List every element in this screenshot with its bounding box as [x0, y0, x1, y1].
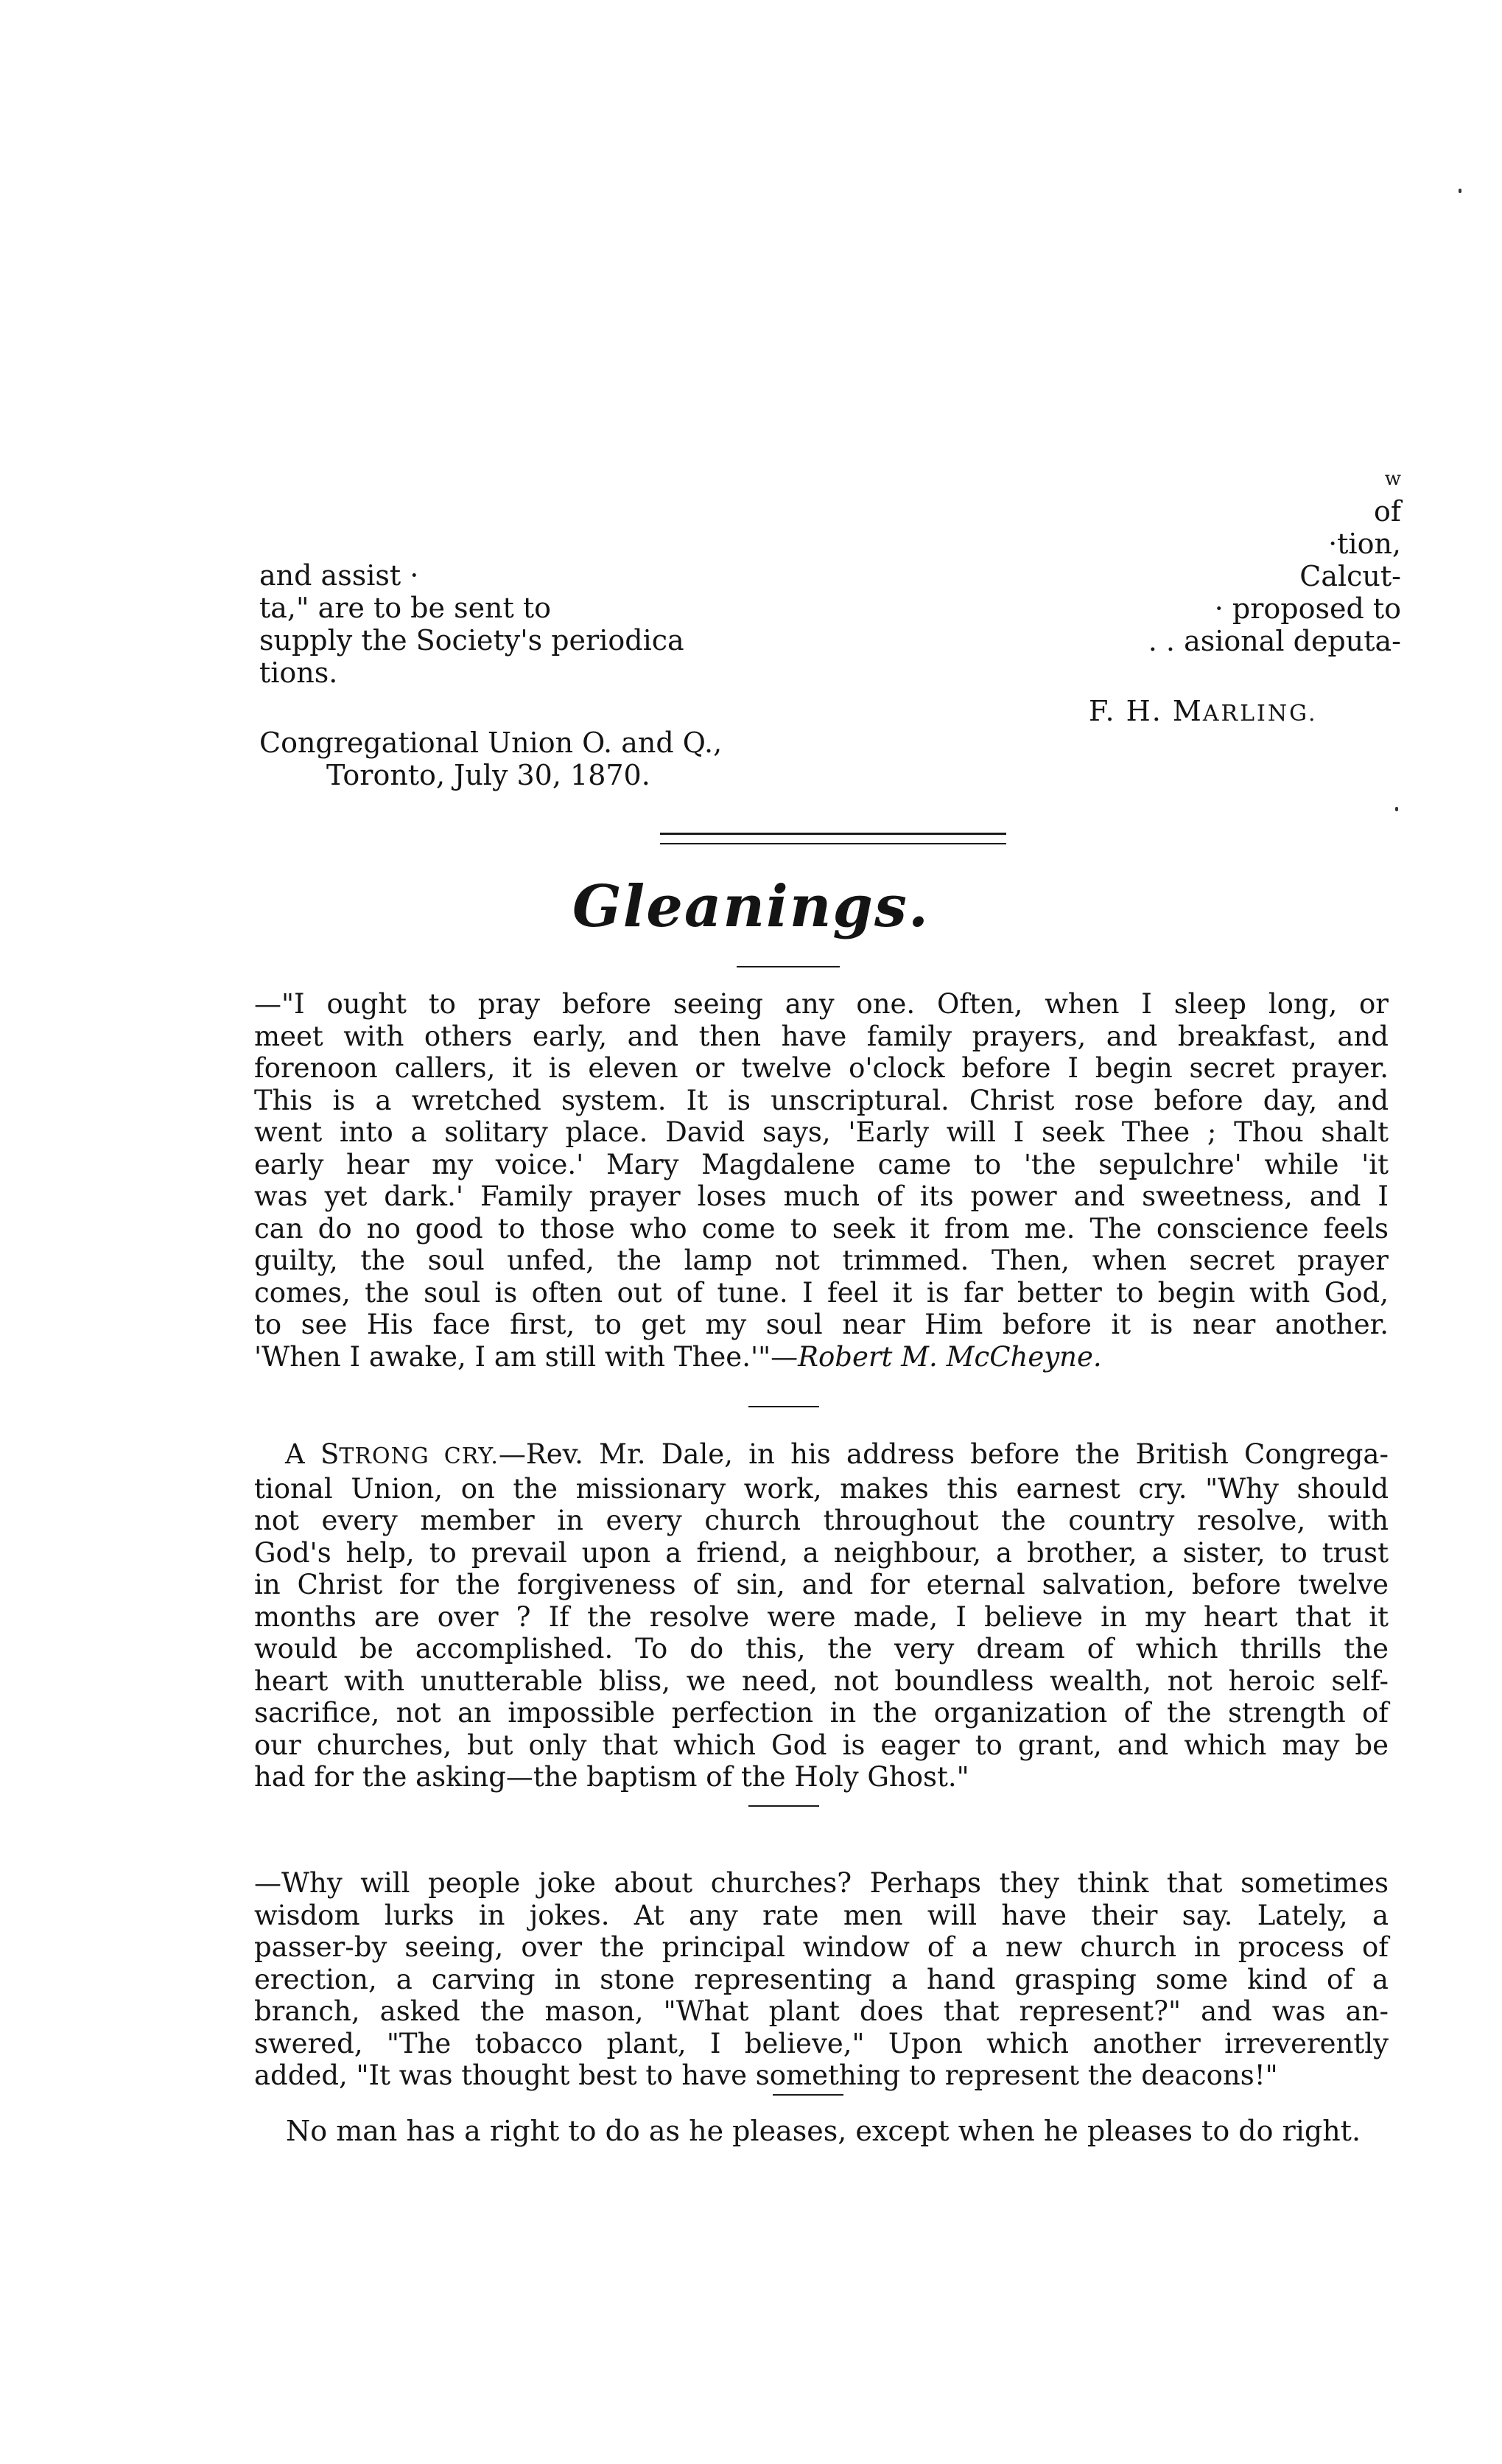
text-line: meet with others early, and then have family prayers, and breakfast, and [254, 1020, 1389, 1052]
text-line: —"I ought to pray before seeing any one. Often, when I sleep long, or [254, 988, 1389, 1020]
print-speck [1395, 807, 1398, 811]
fragment-right-4: Calcut- [1299, 560, 1401, 592]
signature-initials: F. H. M [1089, 695, 1203, 727]
print-speck [1459, 189, 1461, 193]
gleaning-strong-cry [254, 1438, 1389, 1793]
text-line: comes, the soul is often out of tune. I feel it is far better to begin with God, [254, 1276, 1389, 1309]
text-line-last: had for the asking—the baptism of the Holy Ghost." [254, 1761, 969, 1793]
fragment-right-6: . . asional deputa- [1148, 625, 1401, 657]
text-line: our churches, but only that which God is eager to grant, and which may be [254, 1729, 1389, 1761]
quote-end: 'When I awake, I am still with Thee.'"— [254, 1340, 799, 1373]
signature [1089, 695, 1318, 727]
text-line: can do no good to those who come to seek it from me. The conscience feels [254, 1212, 1389, 1245]
text-line: guilty, the soul unfed, the lamp not trimmed. Then, when secret prayer [254, 1245, 1389, 1276]
fragment-right-5: · proposed to [1214, 592, 1401, 625]
title-smallcaps: TRONG C [339, 1443, 462, 1469]
title-cap: A S [285, 1438, 340, 1470]
text-line: not every member in every church throughout the country resolve, with [254, 1505, 1389, 1536]
separator-rule-3 [773, 2094, 843, 2096]
separator-rule-1 [748, 1406, 819, 1407]
gleaning-mccheyne [254, 988, 1389, 1373]
title-smallcaps-2: RY. [461, 1443, 499, 1469]
fragment-right-3: ·tion, [1328, 528, 1401, 560]
signature-surname: ARLING. [1202, 701, 1318, 727]
text-line: sacrifice, not an impossible perfection in the organization of the strength of [254, 1697, 1389, 1729]
text-line: branch, asked the mason, "What plant does that represent?" and was an- [254, 1995, 1389, 2027]
closing-maxim: No man has a right to do as he pleases, except when he pleases to do right. [286, 2115, 1361, 2147]
author-attribution: Robert M. McCheyne. [798, 1340, 1102, 1373]
section-heading: Gleanings. [572, 873, 930, 940]
separator-rule-2 [748, 1805, 819, 1807]
fragment-left-1: and assist · [259, 559, 419, 592]
text-line: erection, a carving in stone representing a hand grasping some kind of a [254, 1963, 1389, 1995]
text-line: went into a solitary place. David says, 'Early will I seek Thee ; Thou shalt [254, 1116, 1389, 1148]
text-line: was yet dark.' Family prayer loses much of its power and sweetness, and I [254, 1180, 1389, 1212]
text-line: to see His face first, to get my soul near Him before it is near another. [254, 1309, 1389, 1340]
dateline-line-2: Toronto, July 30, 1870. [326, 759, 650, 791]
double-rule-bottom [660, 843, 1006, 844]
double-rule-top [660, 833, 1006, 835]
fragment-left-4: tions. [259, 657, 338, 689]
text-line: forenoon callers, it is eleven or twelve o'clock before I begin secret prayer. [254, 1052, 1389, 1084]
heading-rule [737, 966, 840, 967]
text-line: This is a wretched system. It is unscriptural. Christ rose before day, and [254, 1084, 1389, 1116]
text-line: months are over ? If the resolve were made, I believe in my heart that it [254, 1600, 1389, 1633]
text-line: would be accomplished. To do this, the very dream of which thrills the [254, 1633, 1389, 1665]
fragment-right-1: w [1384, 468, 1401, 490]
fragment-left-2: ta," are to be sent to [259, 592, 552, 624]
text-line: tional Union, on the missionary work, makes this earnest cry. "Why should [254, 1472, 1389, 1505]
text-line: heart with unutterable bliss, we need, not boundless wealth, not heroic self- [254, 1665, 1389, 1697]
text-line: God's help, to prevail upon a friend, a neighbour, a brother, a sister, to trust [254, 1536, 1389, 1569]
text-line: swered, "The tobacco plant, I believe," Upon which another irreverently [254, 2027, 1389, 2059]
text-line: wisdom lurks in jokes. At any rate men will have their say. Lately, a [254, 1899, 1389, 1931]
gleaning-tobacco-plant [254, 1867, 1389, 2092]
text-line: passer-by seeing, over the principal window of a new church in process of [254, 1931, 1389, 1963]
fragment-right-2: of [1374, 495, 1401, 528]
first-line-rest: —Rev. Mr. Dale, in his address before the British Congrega- [498, 1438, 1389, 1470]
text-line-last [254, 1341, 1389, 1373]
text-line-first [254, 1438, 1389, 1473]
text-line: —Why will people joke about churches? Perhaps they think that sometimes [254, 1867, 1389, 1899]
text-line-last: added, "It was thought best to have something to represent the deacons!" [254, 2059, 1278, 2091]
fragment-left-3: supply the Society's periodica [259, 624, 684, 657]
text-line: in Christ for the forgiveness of sin, and for eternal salvation, before twelve [254, 1569, 1389, 1600]
dateline-line-1: Congregational Union O. and Q., [259, 727, 723, 759]
text-line: early hear my voice.' Mary Magdalene came to 'the sepulchre' while 'it [254, 1148, 1389, 1180]
